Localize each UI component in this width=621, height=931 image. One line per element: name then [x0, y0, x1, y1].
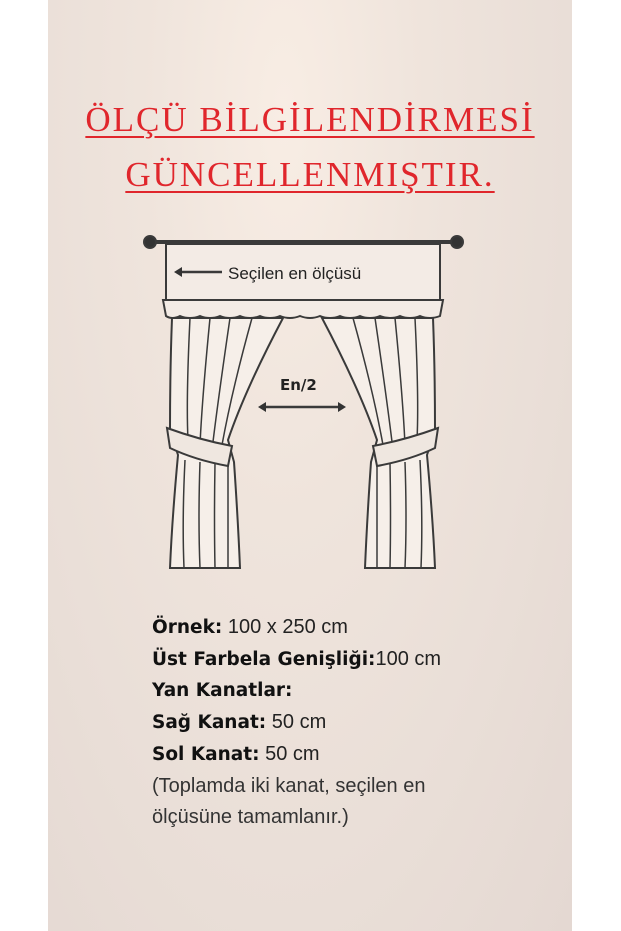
half-width-label: En/2: [280, 376, 317, 394]
left-panel-value: 50 cm: [265, 742, 320, 765]
note-line-1: (Toplamda iki kanat, seçilen en: [152, 774, 426, 797]
example-value: 100 x 250 cm: [227, 616, 348, 638]
title-line-1: ÖLÇÜ BİLGİLENDİRMESİ: [85, 100, 535, 139]
left-panel-row: [152, 739, 441, 771]
measurement-info: [152, 612, 441, 834]
example-key: Örnek:: [152, 617, 223, 638]
side-panels-row: [152, 675, 441, 707]
right-panel-value: 50 cm: [271, 711, 327, 734]
valance-ruffle: [163, 300, 443, 318]
left-curtain: [167, 318, 283, 568]
top-width-row: [152, 644, 441, 676]
left-panel-key: Sol Kanat:: [152, 743, 260, 765]
right-panel-row: [152, 707, 441, 739]
title-line-2: GÜNCELLENMIŞTIR.: [125, 155, 495, 194]
note-line-2: ölçüsüne tamamlanır.): [152, 806, 349, 829]
right-panel-key: Sağ Kanat:: [152, 712, 267, 734]
side-panels-key: Yan Kanatlar:: [152, 680, 293, 702]
top-width-key: Üst Farbela Genişliği:: [152, 648, 376, 670]
width-label: Seçilen en ölçüsü: [228, 264, 362, 283]
double-arrow-icon: [258, 402, 346, 412]
top-width-value: 100 cm: [375, 647, 442, 670]
right-curtain: [322, 318, 438, 568]
example-row: [152, 612, 441, 644]
